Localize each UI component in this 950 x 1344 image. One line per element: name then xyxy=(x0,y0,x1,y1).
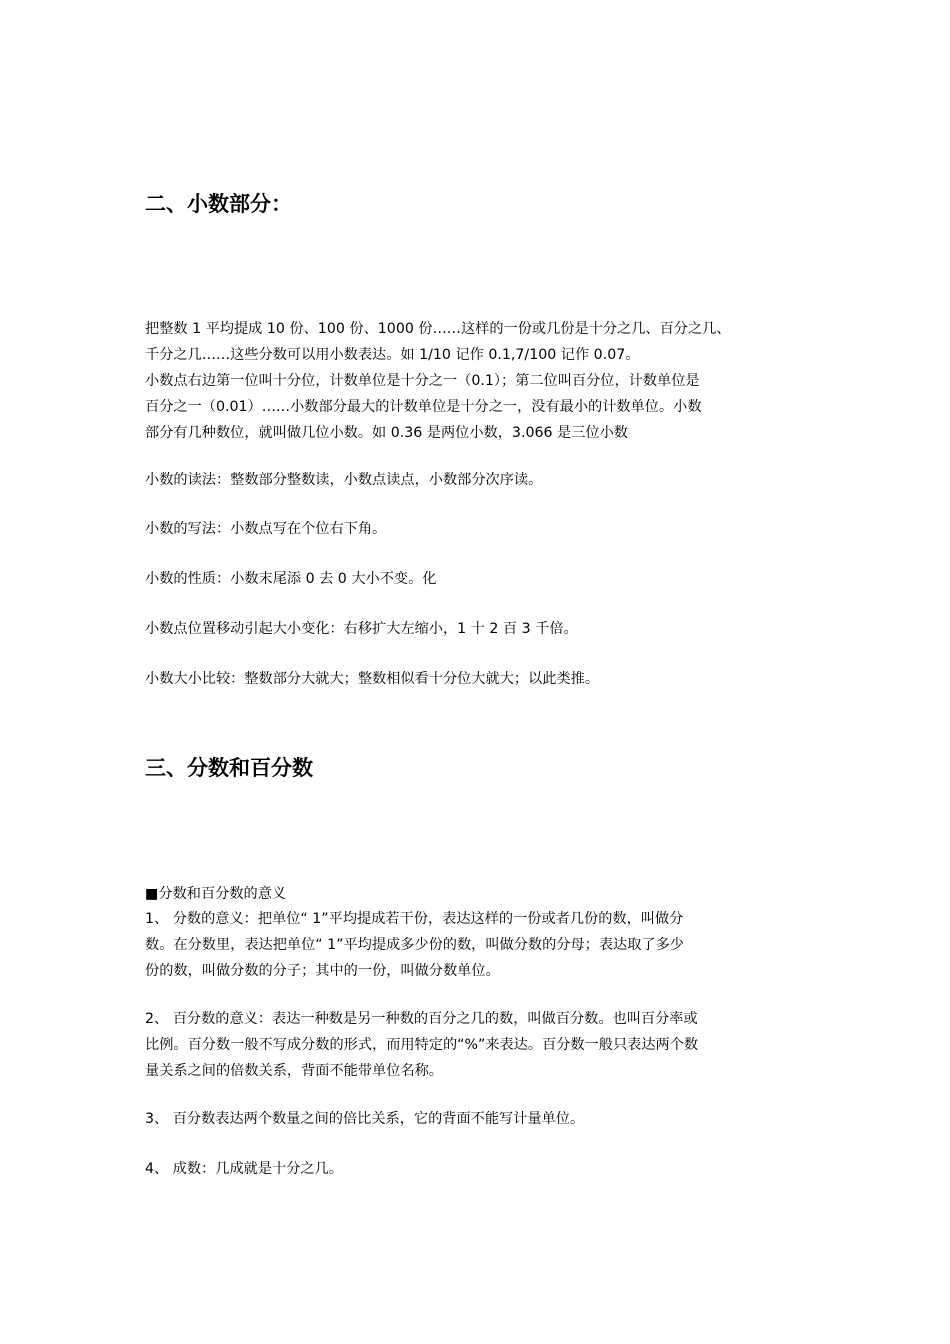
section2-intro xyxy=(145,316,807,446)
item-4: 4、 成数：几成就是十分之几。 xyxy=(145,1161,343,1177)
section3-subheading: ■分数和百分数的意义 xyxy=(145,886,287,902)
decimal-reading: 小数的读法：整数部分整数读，小数点读点，小数部分次序读。 xyxy=(145,472,543,488)
item-1-line: 份的数，叫做分数的分子；其中的一份，叫做分数单位。 xyxy=(145,963,500,979)
item-2-line: 2、 百分数的意义：表达一种数是另一种数的百分之几的数，叫做百分数。也叫百分率或 xyxy=(145,1011,698,1027)
item-2 xyxy=(145,1006,807,1084)
section3-heading: 三、分数和百分数 xyxy=(145,756,313,780)
intro-line: 把整数 1 平均提成 10 份、100 份、1000 份……这样的一份或几份是十分之几、百分之几、 xyxy=(145,321,731,337)
decimal-property: 小数的性质：小数末尾添 0 去 0 大小不变。化 xyxy=(145,571,437,587)
intro-line: 千分之几……这些分数可以用小数表达。如 1/10 记作 0.1,7/100 记作 0.07。 xyxy=(145,347,640,363)
item-1 xyxy=(145,906,807,984)
item-1-line: 数。在分数里，表达把单位“ 1”平均提成多少份的数，叫做分数的分母；表达取了多少 xyxy=(145,937,684,953)
intro-line: 百分之一（0.01）……小数部分最大的计数单位是十分之一，没有最小的计数单位。小数 xyxy=(145,399,702,415)
item-3: 3、 百分数表达两个数量之间的倍比关系，它的背面不能写计量单位。 xyxy=(145,1111,585,1127)
section2-heading: 二、小数部分： xyxy=(145,192,292,216)
decimal-point-move: 小数点位置移动引起大小变化：右移扩大左缩小，1 十 2 百 3 千倍。 xyxy=(145,621,578,637)
item-2-line: 比例。百分数一般不写成分数的形式，而用特定的“%”来表达。百分数一般只表达两个数 xyxy=(145,1037,699,1053)
intro-line: 小数点右边第一位叫十分位，计数单位是十分之一（0.1）；第二位叫百分位，计数单位是 xyxy=(145,373,700,389)
intro-line: 部分有几种数位，就叫做几位小数。如 0.36 是两位小数，3.066 是三位小数 xyxy=(145,425,628,441)
item-2-line: 量关系之间的倍数关系，背面不能带单位名称。 xyxy=(145,1063,443,1079)
item-1-line: 1、 分数的意义：把单位“ 1”平均提成若干份，表达这样的一份或者几份的数，叫做分 xyxy=(145,911,684,927)
decimal-compare: 小数大小比较：整数部分大就大；整数相似看十分位大就大；以此类推。 xyxy=(145,671,600,687)
decimal-writing: 小数的写法：小数点写在个位右下角。 xyxy=(145,521,387,537)
